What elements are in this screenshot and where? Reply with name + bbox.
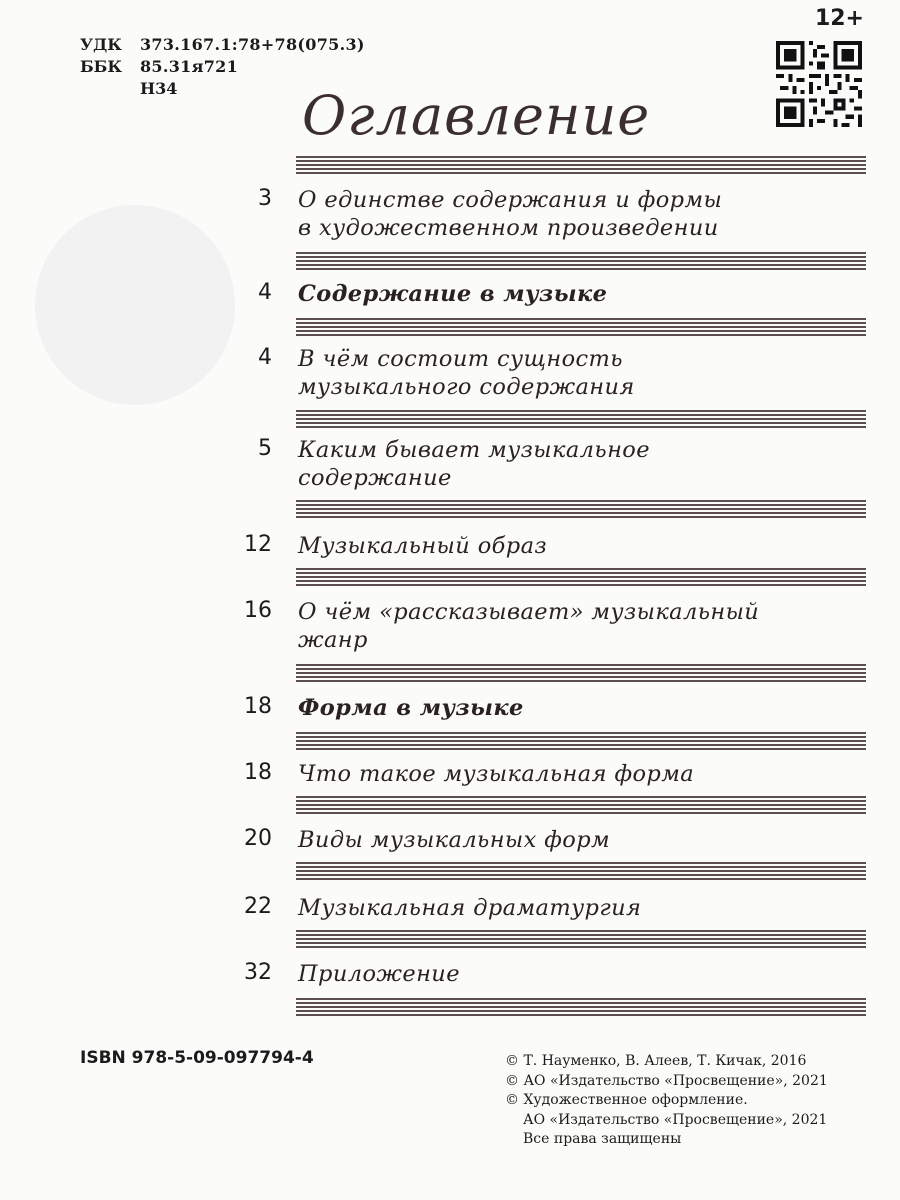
staff-divider [296,500,866,518]
toc-title: О единстве содержания и формы в художественном произведении [298,187,723,241]
staff-divider [296,410,866,428]
toc-page-number: 4 [258,280,272,305]
qr-code-icon [776,41,862,127]
staff-divider [296,796,866,814]
toc-page-number: 18 [244,760,272,785]
toc-page-number: 3 [258,186,272,211]
copyright-block [505,1052,828,1150]
staff-divider [296,998,866,1016]
toc-page-number: 4 [258,345,272,370]
staff-divider [296,664,866,682]
toc-page-number: 16 [244,598,272,623]
staff-divider [296,318,866,336]
copyright-line: © АО «Издательство «Просвещение», 2021 [505,1072,828,1089]
staff-divider [296,732,866,750]
copyright-line: Все права защищены [523,1131,682,1147]
toc-title: Каким бывает музыкальное содержание [298,437,650,491]
udk-value: 373.167.1:78+78(075.3) [140,35,365,54]
isbn: ISBN 978-5-09-097794-4 [80,1048,314,1068]
toc-title: В чём состоит сущность музыкального содержания [298,346,635,400]
toc-page-number: 32 [244,960,272,985]
toc-page-number: 12 [244,532,272,557]
toc-title: Приложение [298,961,460,987]
toc-title: О чём «рассказывает» музыкальный жанр [298,599,760,653]
toc-title: Что такое музыкальная форма [298,761,695,787]
copyright-line: © Художественное оформление. [505,1092,748,1108]
toc-title: Музыкальный образ [298,533,548,559]
toc-title: Музыкальная драматургия [298,895,642,921]
copyright-line: АО «Издательство «Просвещение», 2021 [523,1111,828,1128]
staff-divider [296,568,866,586]
toc-title: Содержание в музыке [298,281,608,307]
toc-title: Виды музыкальных форм [298,827,611,853]
age-rating: 12+ [814,6,864,31]
staff-divider [296,156,866,174]
bbk-label: ББК [80,57,122,76]
copyright-line: © Т. Науменко, В. Алеев, Т. Кичак, 2016 [505,1053,807,1069]
toc-page-number: 22 [244,894,272,919]
toc-title: Форма в музыке [298,695,524,721]
toc-page-number: 20 [244,826,272,851]
page-title: Оглавление [302,84,651,147]
staff-divider [296,862,866,880]
toc-page-number: 5 [258,436,272,461]
staff-divider [296,252,866,270]
udk-label: УДК [80,35,122,54]
author-mark: Н34 [140,79,178,98]
staff-divider [296,930,866,948]
toc-page-number: 18 [244,694,272,719]
background-show-through [35,205,235,405]
bbk-value: 85.31я721 [140,57,239,76]
